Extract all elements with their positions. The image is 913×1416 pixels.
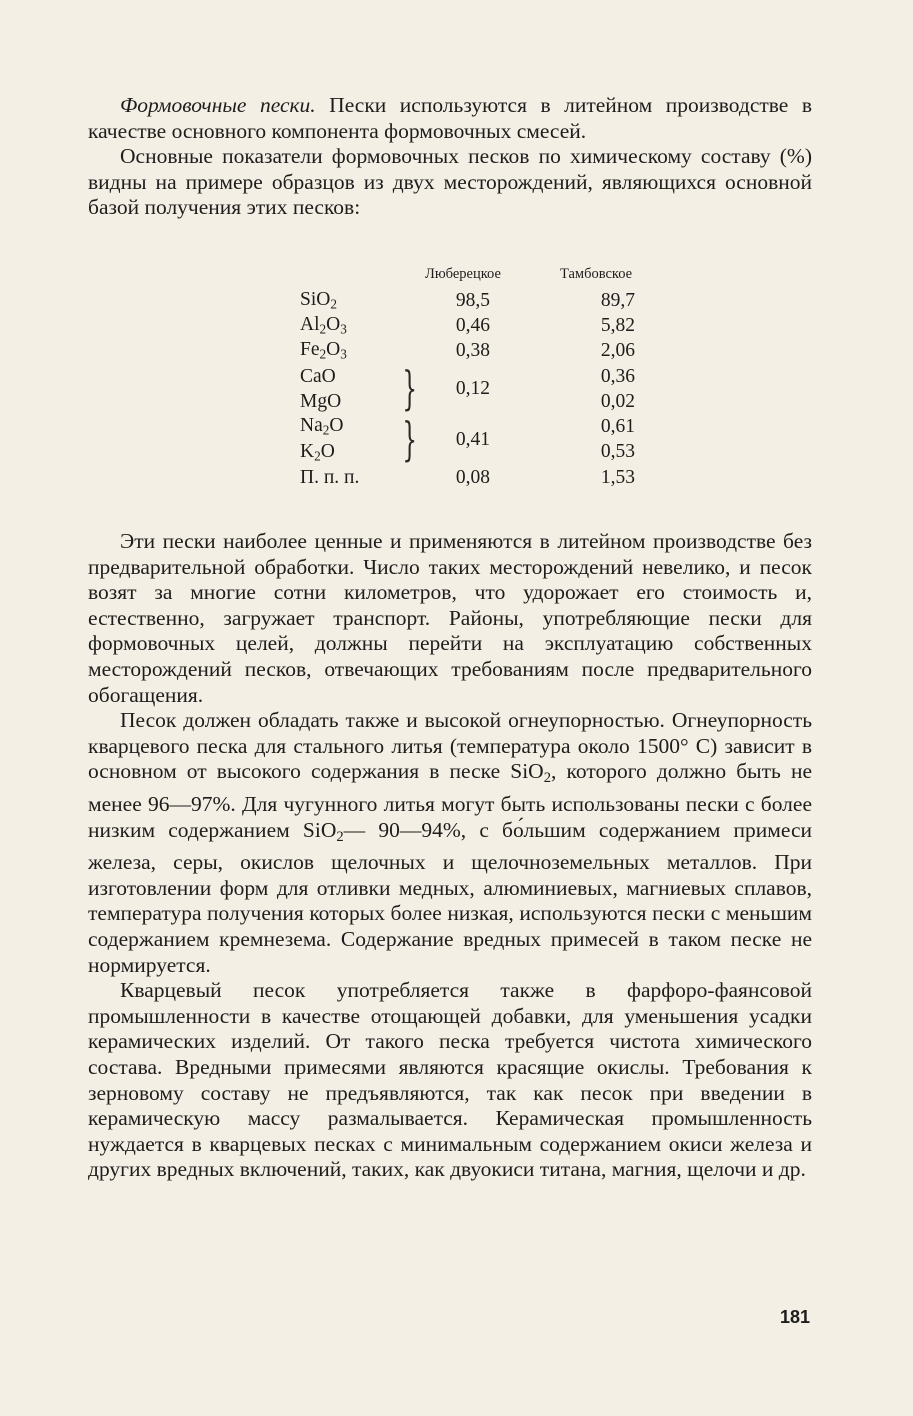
page-number: 181 (779, 1307, 810, 1327)
paragraph-ceramics: Кварцевый песок употребляется также в фарфоро-фаянсовой промышленности в качестве отощающей добавки, для уменьшения усадки керамических изделий. От такого песка требуется чистота химического состава. Вредными примесями являются красящие окислы. Требования к зерновому составу не предъявляются, так как песок при введении в керамическую массу размалывается. Керамическая промышленность нуждается в кварцевых песках с минимальным содержанием окиси железа и других вредных включений, таких, как двуокиси титана, магния, щелочи и др. (88, 978, 812, 1182)
row-label: $Al_2O_3$ (300, 314, 347, 337)
composition-table (300, 266, 635, 490)
table-row (300, 414, 635, 439)
paragraph-refractoriness: Песок должен обладать также и высокой огнеупорностью. Огнеупорность кварцевого песка для стального литья (температура около 1500° С) зависит в основном от высокого содержания в песке SiO$_2$, которого должно быть не менее 96—97%. Для чугунного литья могут быть использованы пески с более низким содержанием SiO$_2$— 90—94%, с бо́льшим содержанием примеси железа, серы, окислов щелочных и щелочноземельных металлов. При изготовлении форм для отливки медных, алюминиевых, магниевых сплавов, температура получения которых более низкая, используются пески с меньшим содержанием кремнезема. Содержание вредных примесей в таком песке не нормируется. (88, 708, 812, 977)
table-row (300, 313, 635, 338)
brace-icon: } (402, 361, 417, 416)
value-lyubertsy: 0,38 (455, 340, 490, 362)
paragraph-valuable-sands: Эти пески наиболее ценные и применяются в литейном производстве без предварительной обработки. Число таких месторождений невелико, и песок возят за многие сотни километров, что удорожает его стоимость и, естественно, загружает транспорт. Районы, употребляющие пески для формовочных целей, должны перейти на эксплуатацию собственных месторождений песков, отвечающих требованиям после предварительного обогащения. (88, 529, 812, 707)
value-tambov: 89,7 (600, 289, 635, 311)
table-header-row (300, 266, 635, 288)
row-label: $K_2O$ (300, 440, 335, 464)
row-label: $Na_2O$ (300, 415, 344, 438)
column-header-lyubertsy: Люберецкое (425, 266, 501, 282)
table-row (300, 364, 635, 389)
paragraph-composition-intro: Основные показатели формовочных песков по химическому составу (%) видны на примере образцов из двух месторождений, являющихся основной базой получения этих песков: (88, 144, 812, 220)
row-label: CaO (300, 365, 336, 387)
table-row (300, 288, 635, 313)
paragraph-molding-sands: Формовочные пески. Пески используются в литейном производстве в качестве основного компонента формовочных смесей. (88, 93, 812, 143)
value-tambov: 0,61 (600, 416, 635, 438)
table-row (300, 339, 635, 364)
row-label: SiO$_2$ (300, 288, 337, 312)
value-tambov: 5,82 (600, 314, 635, 336)
value-tambov: 0,36 (600, 365, 635, 387)
value-lyubertsy: 0,08 (455, 466, 490, 488)
main-text (88, 529, 812, 1183)
column-header-tambov: Тамбовское (560, 266, 633, 282)
intro-section (88, 93, 812, 221)
row-label: $Fe_2O_3$ (300, 339, 347, 363)
section-title: Формовочные пески. (120, 93, 316, 117)
value-lyubertsy: 0,12 (455, 378, 490, 400)
brace-icon: } (402, 411, 417, 466)
table-row (300, 465, 635, 490)
value-tambov: 0,02 (600, 390, 635, 412)
value-lyubertsy: 0,41 (455, 428, 490, 450)
value-tambov: 2,06 (600, 340, 635, 362)
row-label: П. п. п. (300, 466, 360, 488)
value-tambov: 1,53 (600, 466, 635, 488)
value-tambov: 0,53 (600, 441, 635, 463)
value-lyubertsy: 98,5 (455, 289, 490, 311)
row-label: MgO (300, 390, 342, 412)
value-lyubertsy: 0,46 (455, 314, 490, 336)
